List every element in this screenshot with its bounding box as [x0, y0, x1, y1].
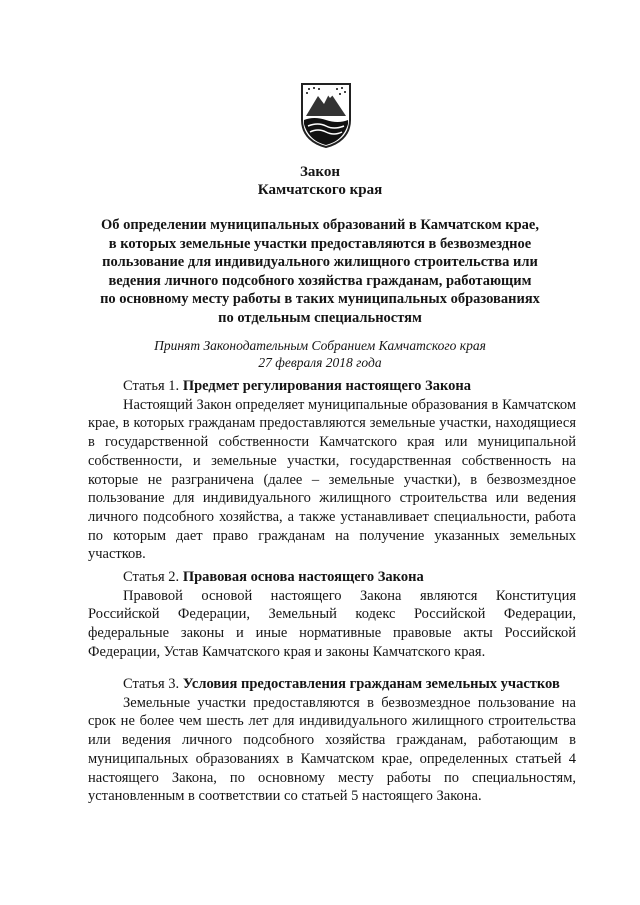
article-number: Статья 1. — [123, 378, 183, 394]
title-line: в которых земельные участки предоставляются в безвозмездное — [108, 235, 532, 252]
article-heading — [88, 377, 576, 396]
article-3 — [88, 675, 576, 806]
law-title — [82, 216, 558, 327]
article-text: Правовой основой настоящего Закона являются Конституция Российской Федерации, Земельный кодекс Российской Федерации, федеральные законы и иные нормативные правовые акты Российской Федерации, Устав Камчатского края и законы Камчатского края. — [88, 587, 576, 660]
article-number: Статья 3. — [123, 676, 183, 692]
article-heading — [88, 675, 576, 694]
adoption-note — [0, 337, 640, 371]
title-line: по отдельным специальностям — [218, 309, 422, 326]
article-title: Правовая основа настоящего Закона — [182, 569, 424, 585]
law-heading: Закон — [299, 164, 340, 180]
title-line: Об определении муниципальных образований в Камчатском крае, — [100, 217, 539, 233]
article-title: Условия предоставления гражданам земельных участков — [182, 676, 560, 692]
article-2 — [88, 568, 576, 662]
article-1 — [88, 377, 576, 564]
law-region: Камчатского края — [257, 182, 383, 198]
adoption-date: 27 февраля 2018 года — [258, 355, 382, 370]
article-title: Предмет регулирования настоящего Закона — [182, 378, 471, 394]
title-line: ведения личного подсобного хозяйства гражданам, работающим — [108, 272, 532, 289]
article-number: Статья 2. — [123, 569, 183, 585]
article-text: Земельные участки предоставляются в безвозмездное пользование на срок не более чем шесть лет для индивидуального жилищного строительства или ведения личного подсобного хозяйства гражданам, работающим в муниципальных образованиях в Камчатском крае, определенных статьей 4 настоящего Закона, по основному месту работы по специальностям, установленным в соответствии со статьей 5 настоящего Закона. — [88, 694, 576, 805]
title-line: по основному месту работы в таких муниципальных образованиях — [100, 291, 540, 307]
kamchatka-coat-of-arms-icon — [298, 82, 354, 148]
adoption-body: Принят Законодательным Собранием Камчатского края — [154, 338, 486, 353]
article-heading — [88, 568, 576, 587]
article-text: Настоящий Закон определяет муниципальные образования в Камчатском крае, в которых гражданам предоставляются земельные участки, находящиеся в государственной собственности Камчатского края или муниципальной собственности, и земельные участки, государственная собственность на которые не разграничена (далее – земельные участки), в безвозмездное пользование для индивидуального жилищного строительства или ведения личного подсобного хозяйства, а также устанавливает специальности, работа по которым дает право гражданам на получение указанных земельных участков. — [88, 396, 576, 563]
title-line: пользование для индивидуального жилищного строительства или — [102, 254, 538, 270]
